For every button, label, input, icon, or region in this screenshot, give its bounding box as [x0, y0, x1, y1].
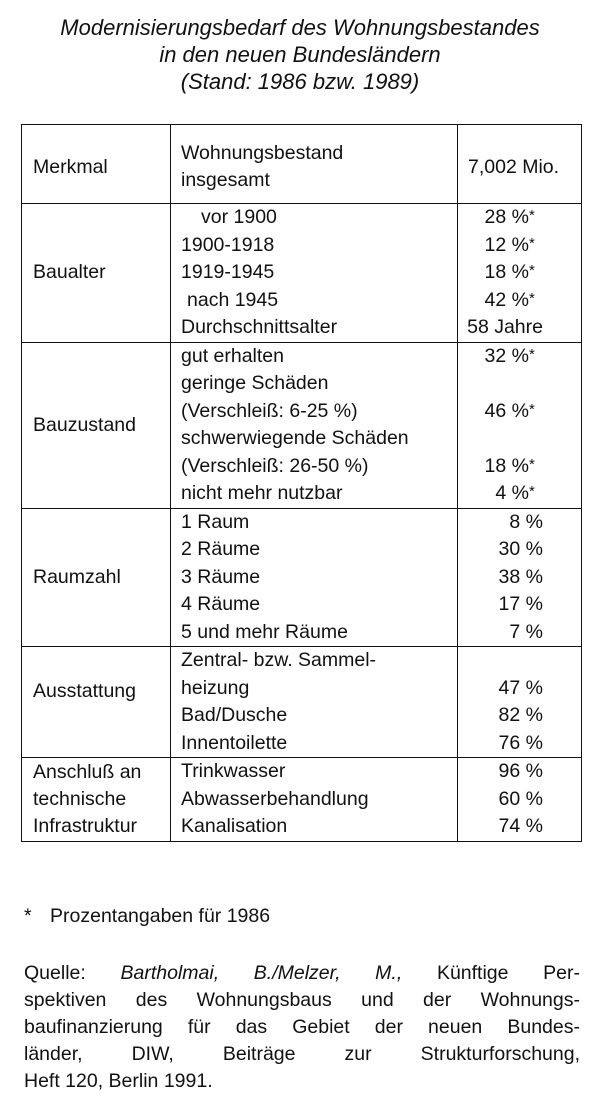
value-cell: 18 %: [484, 454, 529, 477]
row-values-raumzahl: [458, 508, 582, 647]
modernization-table: [21, 124, 582, 842]
title-line-3: (Stand: 1986 bzw. 1989): [180, 69, 420, 94]
value-cell: 8 %: [509, 510, 543, 533]
table-header-row: [22, 125, 582, 204]
value-cell: 12 %: [484, 233, 529, 256]
row-items-baualter: [171, 204, 458, 343]
document-title: [0, 14, 600, 95]
list-item: (Verschleiß: 6-25 %): [181, 399, 358, 422]
table-row-infrastruktur: [22, 758, 582, 842]
footnote-marker: *: [529, 207, 535, 224]
source-line-5: Heft 120, Berlin 1991.: [24, 1070, 213, 1092]
value-cell: 47 %: [498, 676, 543, 699]
source-line-4: länder, DIW, Beiträge zur Strukturforschung,: [24, 1043, 580, 1065]
footnote-marker: *: [24, 905, 32, 927]
header-merkmal: Merkmal: [22, 125, 171, 204]
list-item: schwerwiegende Schäden: [181, 427, 409, 449]
row-values-baualter: [458, 204, 582, 343]
value-cell: 76 %: [498, 731, 543, 754]
list-item: Innentoilette: [181, 731, 288, 754]
list-item: geringe Schäden: [181, 372, 329, 394]
row-label-line: technische: [33, 787, 127, 810]
value-cell: 32 %: [484, 344, 529, 367]
list-item: gut erhalten: [181, 344, 284, 367]
row-values-bauzustand: [458, 342, 582, 508]
table-row-raumzahl: [22, 508, 582, 647]
list-item: Abwasserbehandlung: [181, 787, 369, 810]
row-items-bauzustand: [171, 342, 458, 508]
footnote-marker: *: [529, 262, 535, 279]
footnote-marker: *: [529, 234, 535, 252]
source-line-2: spektiven des Wohnungsbaus und der Wohnungs-: [24, 989, 580, 1011]
list-item: 3 Räume: [181, 565, 261, 588]
list-item: Zentral- bzw. Sammel-: [181, 649, 377, 671]
row-label-line: Infrastruktur: [33, 814, 138, 837]
value-cell: 7 %: [509, 620, 543, 643]
footnote-marker: *: [529, 400, 535, 418]
row-items-ausstattung: [171, 647, 458, 758]
table-row-bauzustand: [22, 342, 582, 508]
value-cell: 58 Jahre: [467, 316, 543, 338]
list-item: 1919-1945: [181, 261, 275, 283]
row-label-baualter: Baualter: [22, 204, 171, 343]
list-item: (Verschleiß: 26-50 %): [181, 454, 369, 477]
value-cell: 28 %: [484, 206, 529, 228]
list-item: Trinkwasser: [181, 760, 286, 782]
list-item: 1 Raum: [181, 510, 250, 533]
value-cell: 60 %: [498, 787, 543, 810]
list-item: vor 1900: [201, 206, 277, 228]
header-total: 7,002 Mio.: [458, 125, 582, 204]
header-wohnungsbestand-line-2: insgesamt: [181, 169, 270, 191]
source-line-3: baufinanzierung für das Gebiet der neuen Bundes-: [24, 1016, 580, 1038]
list-item: nach 1945: [187, 288, 279, 311]
title-line-2: in den neuen Bundesländern: [159, 42, 441, 67]
value-cell: 18 %: [484, 261, 529, 283]
table-row-ausstattung: [22, 647, 582, 758]
value-cell: 96 %: [498, 760, 543, 782]
row-label-bauzustand: Bauzustand: [22, 342, 171, 508]
footnote-marker: *: [529, 345, 535, 363]
row-label-ausstattung: Ausstattung: [22, 647, 171, 758]
header-wohnungsbestand-line-1: Wohnungsbestand: [181, 142, 344, 164]
row-items-raumzahl: [171, 508, 458, 647]
value-cell: 38 %: [498, 565, 543, 588]
footnote-marker: *: [529, 483, 535, 500]
value-cell: 82 %: [498, 704, 543, 726]
list-item: 2 Räume: [181, 538, 261, 560]
value-cell: 46 %: [484, 399, 529, 422]
list-item: 1900-1918: [181, 233, 275, 256]
list-item: Kanalisation: [181, 815, 288, 837]
row-items-infrastruktur: [171, 758, 458, 842]
footnote-marker: *: [529, 455, 535, 473]
list-item: 4 Räume: [181, 593, 261, 615]
footnote-marker: *: [529, 289, 535, 307]
value-cell: [458, 647, 543, 675]
table-row-baualter: [22, 204, 582, 343]
source-line-1: [24, 960, 580, 987]
list-item: Durchschnittsalter: [181, 316, 338, 338]
value-cell: 17 %: [498, 593, 543, 615]
value-cell: 42 %: [484, 288, 529, 311]
row-values-ausstattung: [458, 647, 582, 758]
list-item: nicht mehr nutzbar: [181, 482, 343, 504]
source-prefix: Quelle:: [24, 962, 86, 984]
source-line-1-rest: Künftige Per-: [436, 962, 581, 984]
row-label-infrastruktur: [22, 758, 171, 842]
list-item: 5 und mehr Räume: [181, 620, 348, 643]
list-item: Bad/Dusche: [181, 704, 288, 726]
value-cell: 30 %: [498, 538, 543, 560]
footnote: [24, 905, 270, 928]
value-cell: 74 %: [498, 815, 543, 837]
title-line-1: Modernisierungsbedarf des Wohnungsbestandes: [60, 15, 540, 40]
row-values-infrastruktur: [458, 758, 582, 842]
row-label-line: Anschluß an: [33, 760, 142, 783]
footnote-text: Prozentangaben für 1986: [50, 905, 271, 927]
header-wohnungsbestand: [171, 125, 458, 204]
value-cell: 4 %: [495, 482, 529, 504]
list-item: heizung: [181, 676, 250, 699]
row-label-raumzahl: Raumzahl: [22, 508, 171, 647]
source-citation: [24, 960, 580, 1095]
source-authors: Bartholmai, B./Melzer, M.,: [120, 962, 403, 984]
